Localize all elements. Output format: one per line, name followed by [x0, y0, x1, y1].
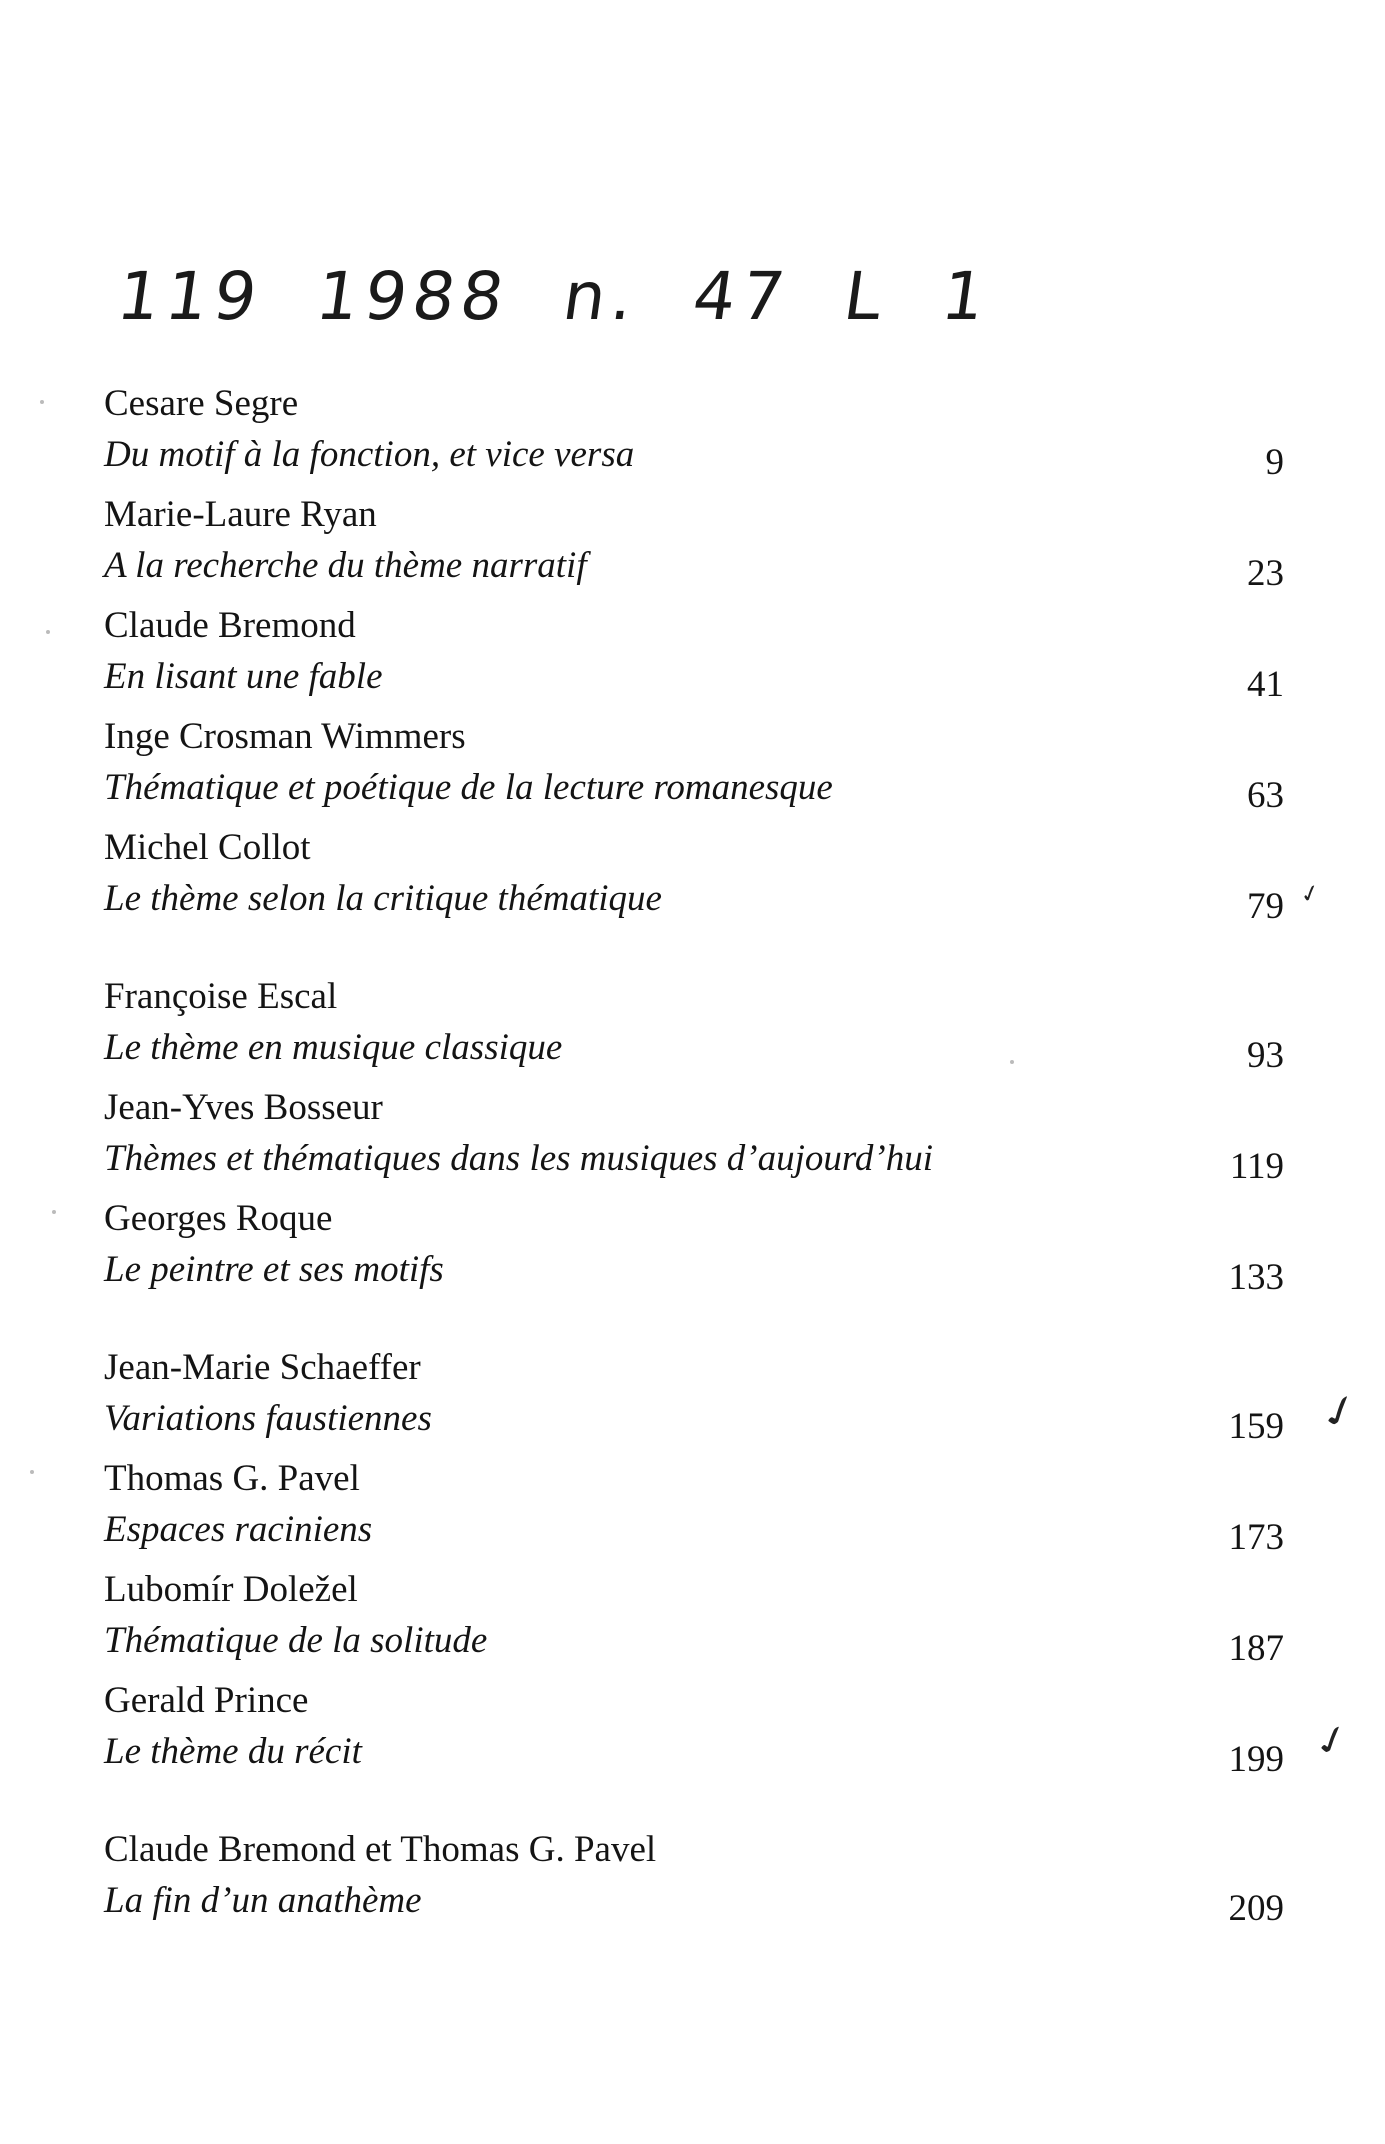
entry-title: Variations faustiennes: [104, 1398, 432, 1439]
entry-page-number: 41: [1247, 664, 1284, 705]
toc-entry: [104, 822, 1324, 933]
handwritten-shelf-note: 119 1988 n. 47 L 1: [112, 258, 996, 335]
entry-title: Le thème selon la critique thématique: [104, 878, 662, 919]
toc-entry: [104, 971, 1284, 1082]
entry-page-number: 63: [1247, 775, 1284, 816]
entry-page-number: 199: [1228, 1739, 1284, 1780]
entry-author: Claude Bremond et Thomas G. Pavel: [104, 1829, 657, 1870]
entry-title: Le peintre et ses motifs: [104, 1249, 444, 1290]
entry-title: Du motif à la fonction, et vice versa: [104, 434, 635, 475]
entry-author: Michel Collot: [104, 827, 311, 868]
toc-entry: [104, 600, 1284, 711]
scan-speck: [52, 1210, 56, 1214]
entry-author: Cesare Segre: [104, 383, 299, 424]
toc-entry: [104, 1564, 1284, 1675]
entry-author: Inge Crosman Wimmers: [104, 716, 466, 757]
entry-page-number: 159: [1228, 1406, 1284, 1447]
entry-title: Thématique et poétique de la lecture romanesque: [104, 767, 833, 808]
check-mark-icon: ✓: [1296, 877, 1324, 911]
entry-page-number: 79: [1247, 886, 1284, 927]
entry-author: Lubomír Doležel: [104, 1569, 358, 1610]
toc-entry: [104, 1193, 1284, 1304]
toc-entry: [104, 1675, 1359, 1786]
entry-author: Claude Bremond: [104, 605, 356, 646]
toc-entry: [104, 489, 1284, 600]
entry-author: Marie-Laure Ryan: [104, 494, 377, 535]
entry-title: Le thème en musique classique: [104, 1027, 563, 1068]
toc-entry: [104, 1824, 1284, 1935]
scan-speck: [1010, 1060, 1014, 1064]
scan-speck: [40, 400, 44, 404]
table-of-contents: [104, 378, 1370, 1935]
check-mark-icon: ✓: [1310, 1383, 1370, 1441]
entry-title: Thématique de la solitude: [104, 1620, 488, 1661]
scan-speck: [30, 1470, 34, 1474]
entry-page-number: 93: [1247, 1035, 1284, 1076]
entry-title: En lisant une fable: [104, 656, 383, 697]
entry-author: Georges Roque: [104, 1198, 333, 1239]
entry-page-number: 209: [1228, 1888, 1284, 1929]
toc-entry: [104, 1082, 1284, 1193]
entry-title: A la recherche du thème narratif: [104, 545, 587, 586]
check-mark-icon: ✓: [1305, 1714, 1359, 1768]
entry-page-number: 9: [1265, 442, 1284, 483]
toc-entry: [104, 711, 1284, 822]
scan-speck: [46, 630, 50, 634]
entry-title: Espaces raciniens: [104, 1509, 373, 1550]
entry-page-number: 133: [1228, 1257, 1284, 1298]
entry-page-number: 119: [1229, 1146, 1284, 1187]
toc-entry: [104, 378, 1284, 489]
entry-title: La fin d’un anathème: [104, 1880, 422, 1921]
entry-author: Jean-Yves Bosseur: [104, 1087, 383, 1128]
entry-author: Gerald Prince: [104, 1680, 309, 1721]
entry-title: Thèmes et thématiques dans les musiques d’aujourd’hui: [104, 1138, 933, 1179]
toc-entry: [104, 1453, 1284, 1564]
entry-page-number: 173: [1228, 1517, 1284, 1558]
entry-author: Jean-Marie Schaeffer: [104, 1347, 421, 1388]
toc-entry: [104, 1342, 1370, 1453]
entry-page-number: 23: [1247, 553, 1284, 594]
entry-title: Le thème du récit: [104, 1731, 362, 1772]
entry-author: Thomas G. Pavel: [104, 1458, 360, 1499]
entry-page-number: 187: [1228, 1628, 1284, 1669]
entry-author: Françoise Escal: [104, 976, 338, 1017]
